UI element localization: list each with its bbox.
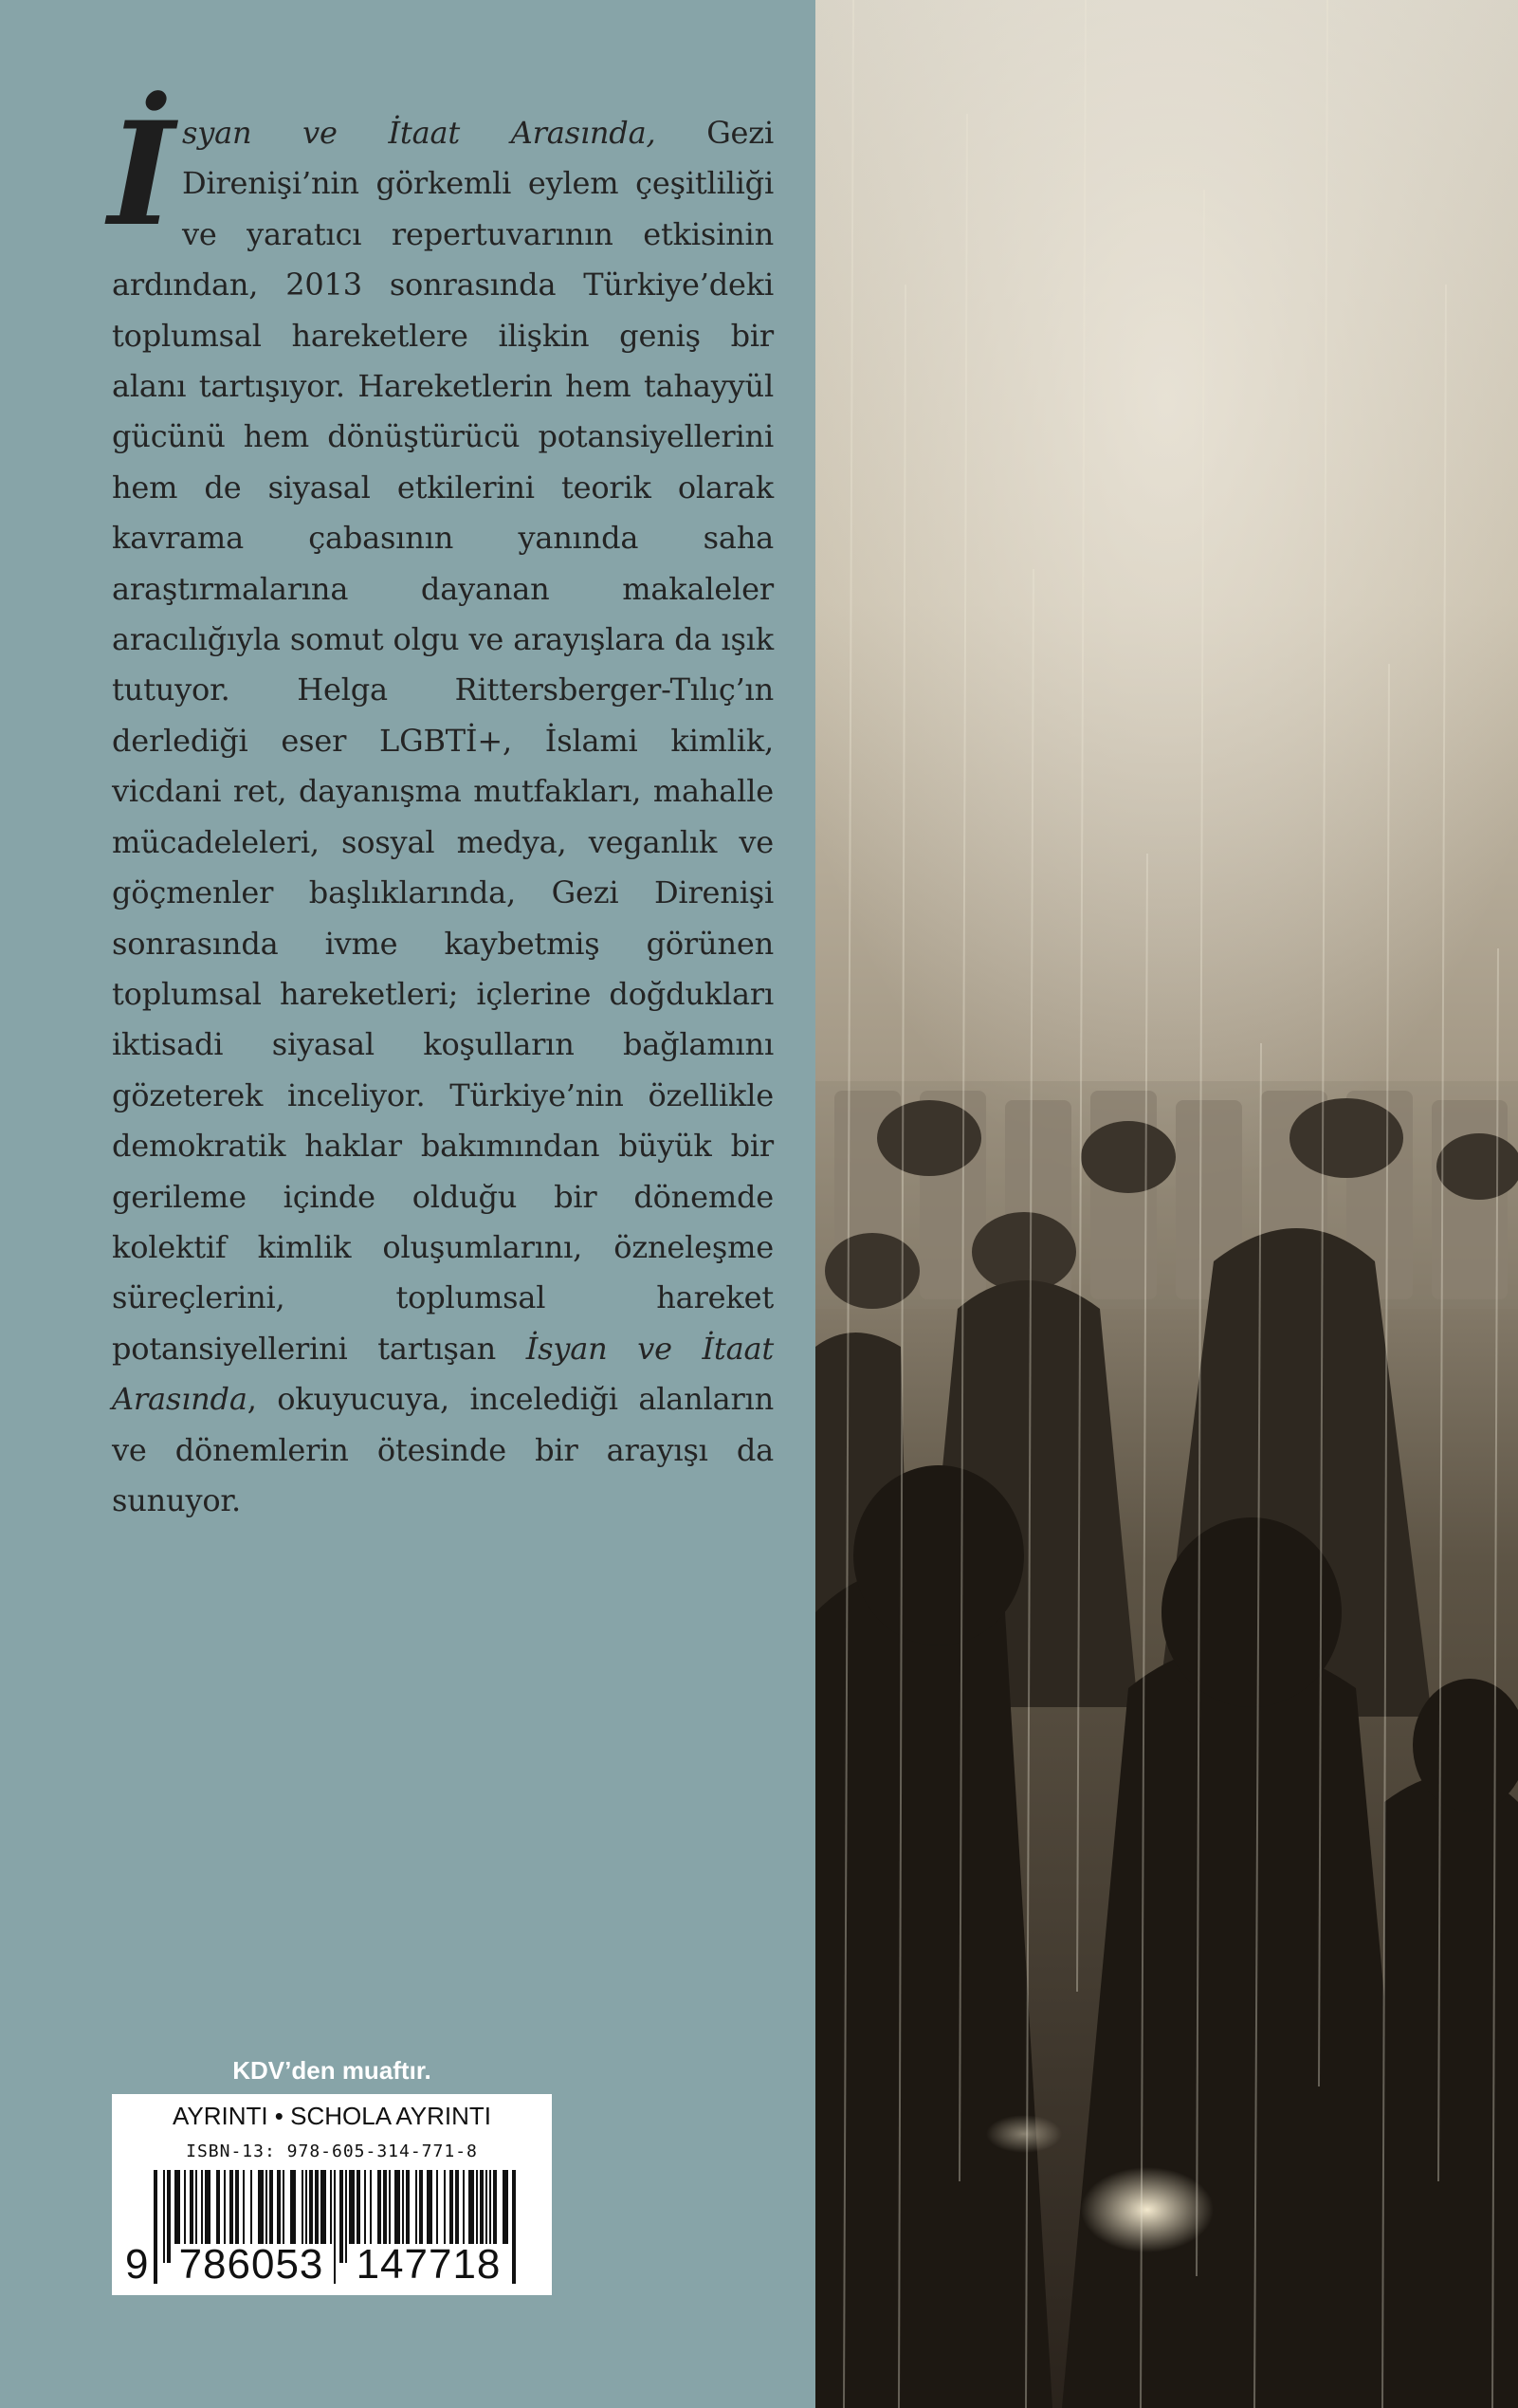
barcode-label [112,2094,552,2295]
isbn-text: ISBN-13: 978-605-314-771-8 [186,2141,478,2161]
barcode-bar [334,2170,336,2284]
ean-first-digit: 9 [125,2241,149,2288]
barcode-bar [163,2170,165,2263]
cover-photo [815,0,1518,2408]
ean-left-group: 786053 [171,2244,332,2286]
drop-cap: İ [108,91,174,258]
back-cover-blurb [108,91,774,1526]
blurb-paragraph [112,108,774,1526]
photo-image-icon [815,0,1518,2408]
book-title-italic-2: İsyan ve İtaat Arasında [112,1330,774,1418]
blurb-text-part-2: , okuyucuya, incelediği alanların ve dönemlerin ötesinde bir arayışı da sunuyor. [112,1381,774,1518]
publisher-name: AYRINTI • SCHOLA AYRINTI [172,2102,492,2130]
barcode-bar [339,2170,343,2263]
blurb-text-part-1: Gezi Direnişi’nin görkemli eylem çeşitliliği ve yaratıcı repertuvarının etkisinin ardından, 2013 sonrasında Türkiye’deki toplumsal hareketlere ilişkin geniş bir alanı tartışıyor. Hareketlerin hem tahayyül gücünü hem dönüştürücü potansiyellerini hem de siyasal etkilerini teorik olarak kavrama çabasının yanında saha araştırmalarına dayanan makaleler aracılığıyla somut olgu ve arayışlara da ışık tutuyor. Helga Rittersberger-Tılıç’ın derlediği eser LGBTİ+, İslami kimlik, vicdani ret, dayanışma mutfakları, mahalle mücadeleleri, sosyal medya, veganlık ve göçmenler başlıklarında, Gezi Direnişi sonrasında ivme kaybetmiş görünen toplumsal hareketleri; içlerine doğdukları iktisadi siyasal koşulların bağlamını gözeterek inceliyor. Türkiye’nin özellikle demokratik haklar bakımından büyük bir gerileme içinde olduğu bir dönemde kolektif kimlik oluşumlarını, özneleşme süreçlerini, toplumsal hareket potansiyellerini tartışan [112,115,774,1367]
vat-exempt-note: KDV’den muaftır. [232,2056,431,2085]
ean-right-group: 147718 [347,2244,510,2286]
book-title-italic: syan ve İtaat Arasında, [181,115,656,151]
barcode-bar [154,2170,157,2284]
barcode-bar [512,2170,516,2284]
